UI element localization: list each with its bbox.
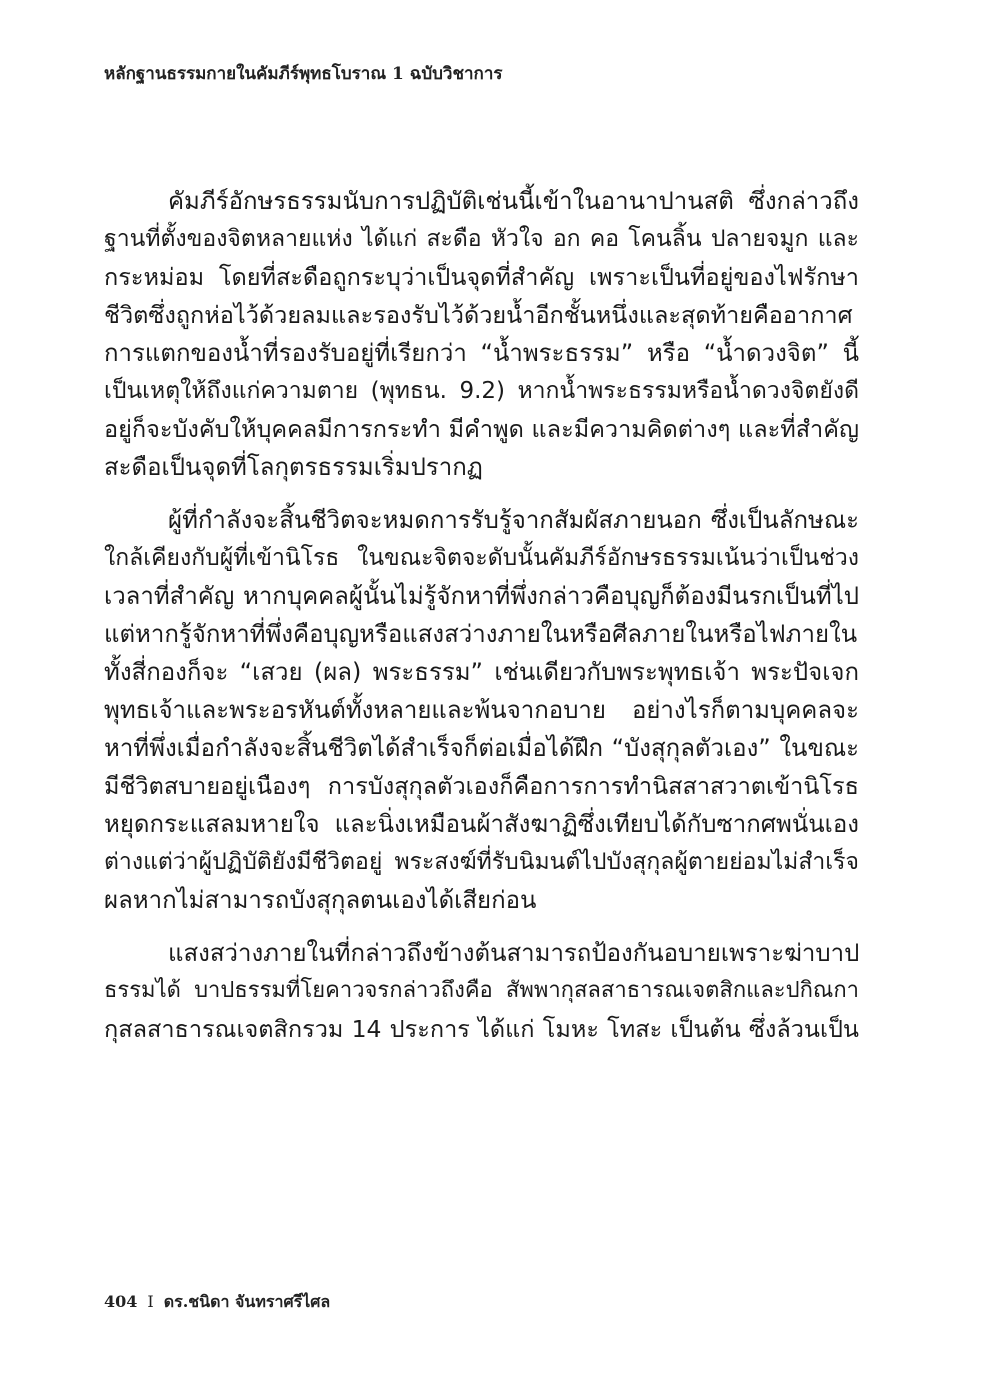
text-line: สะดือเป็นจุดที่โลกุตรธรรมเริ่มปรากฏ bbox=[104, 453, 483, 481]
text-line: ฐานที่ตั้งของจิตหลายแห่ง ได้แก่ สะดือ หัวใจ อก คอ โคนลิ้น ปลายจมูก และ bbox=[104, 226, 859, 252]
text-line: กุสลสาธารณเจตสิกรวม 14 ประการ ได้แก่ โมหะ โทสะ เป็นต้น ซึ่งล้วนเป็น bbox=[104, 1015, 859, 1043]
text-line: กระหม่อม โดยที่สะดือถูกระบุว่าเป็นจุดที่สำคัญ เพราะเป็นที่อยู่ของไฟรักษา bbox=[104, 263, 859, 291]
text-line: แสงสว่างภายในที่กล่าวถึงข้างต้นสามารถป้องกันอบายเพราะฆ่าบาป bbox=[168, 939, 860, 967]
text-line: มีชีวิตสบายอยู่เนืองๆ การบังสุกุลตัวเองก็คือการการทำนิสสาสวาตเข้านิโรธ bbox=[104, 772, 859, 800]
paragraph-1 bbox=[104, 182, 859, 486]
running-header-title: หลักฐานธรรมกายในคัมภีร์พุทธโบราณ 1 ฉบับวิชาการ bbox=[104, 64, 503, 84]
text-line: หาที่พึ่งเมื่อกำลังจะสิ้นชีวิตได้สำเร็จก็ต่อเมื่อได้ฝึก “บังสุกุลตัวเอง” ในขณะ bbox=[104, 734, 859, 762]
text-line: แต่หากรู้จักหาที่พึ่งคือบุญหรือแสงสว่างภายในหรือศีลภายในหรือไฟภายใน bbox=[104, 620, 858, 648]
text-line: ผู้ที่กำลังจะสิ้นชีวิตจะหมดการรับรู้จากสัมผัสภายนอก ซึ่งเป็นลักษณะ bbox=[168, 506, 859, 534]
text-line: เป็นเหตุให้ถึงแก่ความตาย (พุทธน. 9.2) หากน้ำพระธรรมหรือน้ำดวงจิตยังดี bbox=[104, 378, 859, 404]
text-line: พุทธเจ้าและพระอรหันต์ทั้งหลายและพ้นจากอบาย อย่างไรก็ตามบุคคลจะ bbox=[104, 696, 859, 724]
text-line: ชีวิตซึ่งถูกห่อไว้ด้วยลมและรองรับไว้ด้วยน้ำอีกชั้นหนึ่งและสุดท้ายคืออากาศ bbox=[104, 301, 853, 329]
text-line: เวลาที่สำคัญ หากบุคคลผู้นั้นไม่รู้จักหาที่พึ่งกล่าวคือบุญก็ต้องมีนรกเป็นที่ไป bbox=[104, 582, 859, 610]
body-text bbox=[104, 182, 859, 1048]
text-line: ต่างแต่ว่าผู้ปฏิบัติยังมีชีวิตอยู่ พระสงฆ์ที่รับนิมนต์ไปบังสุกุลผู้ตายย่อมไม่สำเร็จ bbox=[104, 849, 859, 875]
text-line: หยุดกระแสลมหายใจ และนิ่งเหมือนผ้าสังฆาฏิซึ่งเทียบได้กับซากศพนั่นเอง bbox=[104, 810, 859, 838]
paragraph-3 bbox=[104, 934, 859, 1048]
footer-separator: I bbox=[147, 1292, 154, 1311]
page-number: 404 bbox=[104, 1292, 138, 1311]
page-footer bbox=[104, 1290, 330, 1315]
author-name: ดร.ชนิดา จันทราศรีไศล bbox=[163, 1292, 331, 1311]
text-line: อยู่ก็จะบังคับให้บุคคลมีการกระทำ มีคำพูด และมีความคิดต่างๆ และที่สำคัญ bbox=[104, 415, 859, 443]
paragraph-2 bbox=[104, 501, 859, 919]
text-line: ธรรมได้ บาปธรรมที่โยคาวจรกล่าวถึงคือ สัพพากุสลสาธารณเจตสิกและปกิณกา bbox=[104, 978, 859, 1003]
text-line: ใกล้เคียงกับผู้ที่เข้านิโรธ ในขณะจิตจะดับนั้นคัมภีร์อักษรธรรมเน้นว่าเป็นช่วง bbox=[104, 545, 859, 571]
text-line: ทั้งสี่กองก็จะ “เสวย (ผล) พระธรรม” เช่นเดียวกับพระพุทธเจ้า พระปัจเจก bbox=[104, 658, 859, 686]
text-line: คัมภีร์อักษรธรรมนับการปฏิบัติเช่นนี้เข้าในอานาปานสติ ซึ่งกล่าวถึง bbox=[168, 187, 859, 215]
text-line: ผลหากไม่สามารถบังสุกุลตนเองได้เสียก่อน bbox=[104, 886, 537, 914]
text-line: การแตกของน้ำที่รองรับอยู่ที่เรียกว่า “น้ำพระธรรม” หรือ “น้ำดวงจิต” นี้ bbox=[104, 339, 859, 367]
